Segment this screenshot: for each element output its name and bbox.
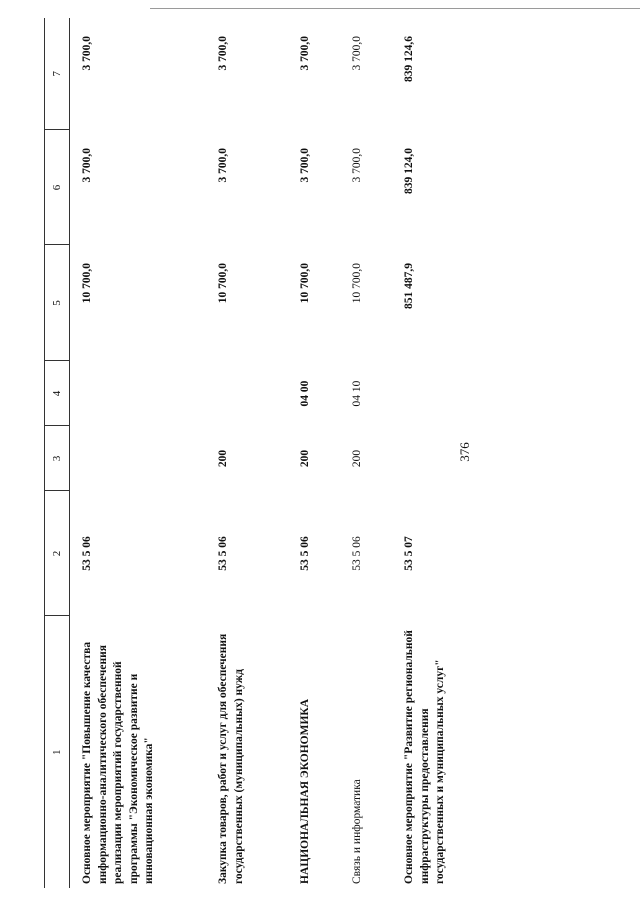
table-row	[206, 18, 286, 888]
table-row	[338, 18, 390, 888]
table-row	[390, 18, 512, 888]
row-value-7: 839 124,6	[403, 36, 415, 82]
row-value-6: 3 700,0	[81, 148, 93, 183]
row-value-6: 3 700,0	[217, 148, 229, 183]
row-name: НАЦИОНАЛЬНАЯ ЭКОНОМИКА	[299, 698, 311, 884]
header-col-3: 3	[45, 426, 70, 491]
row-name: Закупка товаров, работ и услуг для обеспечения государственных (муниципальных) нужд	[217, 633, 245, 884]
row-vr: 200	[217, 449, 229, 468]
top-rule	[150, 8, 640, 9]
row-name: Связь и информатика	[351, 779, 363, 884]
row-name: Основное мероприятие "Повышение качества информационно-аналитического обеспечения реализации мероприятий государственной программы "Экономическое развитие и инновационная экономика"	[81, 641, 156, 884]
header-col-4: 4	[45, 361, 70, 426]
header-col-5: 5	[45, 245, 70, 361]
row-value-7: 3 700,0	[81, 36, 93, 71]
row-vr	[390, 426, 512, 491]
row-csr: 53 5 06	[299, 536, 311, 571]
row-rzpr	[390, 361, 512, 426]
row-rzpr	[70, 361, 207, 426]
row-vr	[70, 426, 207, 491]
row-value-5: 10 700,0	[351, 263, 363, 304]
row-vr: 200	[351, 449, 363, 468]
row-csr: 53 5 06	[81, 536, 93, 571]
row-value-6: 839 124,0	[403, 148, 415, 194]
row-value-6: 3 700,0	[351, 148, 363, 183]
row-value-5: 851 487,9	[403, 263, 415, 309]
header-col-7: 7	[45, 18, 70, 130]
document-page	[44, 18, 596, 888]
row-value-5: 10 700,0	[217, 263, 229, 304]
row-value-6: 3 700,0	[299, 148, 311, 183]
page-number: 376	[457, 442, 472, 462]
header-col-1: 1	[45, 616, 70, 888]
header-col-2: 2	[45, 491, 70, 616]
row-csr: 53 5 06	[351, 536, 363, 571]
row-csr: 53 5 06	[217, 536, 229, 571]
header-col-6: 6	[45, 130, 70, 245]
budget-table	[44, 18, 512, 888]
row-value-7: 3 700,0	[351, 36, 363, 71]
row-value-5: 10 700,0	[299, 263, 311, 304]
row-rzpr	[206, 361, 286, 426]
table-row	[70, 18, 207, 888]
table-row	[286, 18, 338, 888]
row-rzpr: 04 10	[351, 380, 363, 407]
row-rzpr: 04 00	[299, 380, 311, 407]
row-vr: 200	[299, 449, 311, 468]
row-csr: 53 5 07	[403, 536, 415, 571]
rotated-table-container	[44, 18, 596, 888]
row-value-7: 3 700,0	[299, 36, 311, 71]
row-name: Основное мероприятие "Развитие региональной инфраструктуры предоставления государственных и муниципальных услуг"	[403, 630, 447, 884]
table-header-row	[45, 18, 70, 888]
row-value-7: 3 700,0	[217, 36, 229, 71]
row-value-5: 10 700,0	[81, 263, 93, 304]
